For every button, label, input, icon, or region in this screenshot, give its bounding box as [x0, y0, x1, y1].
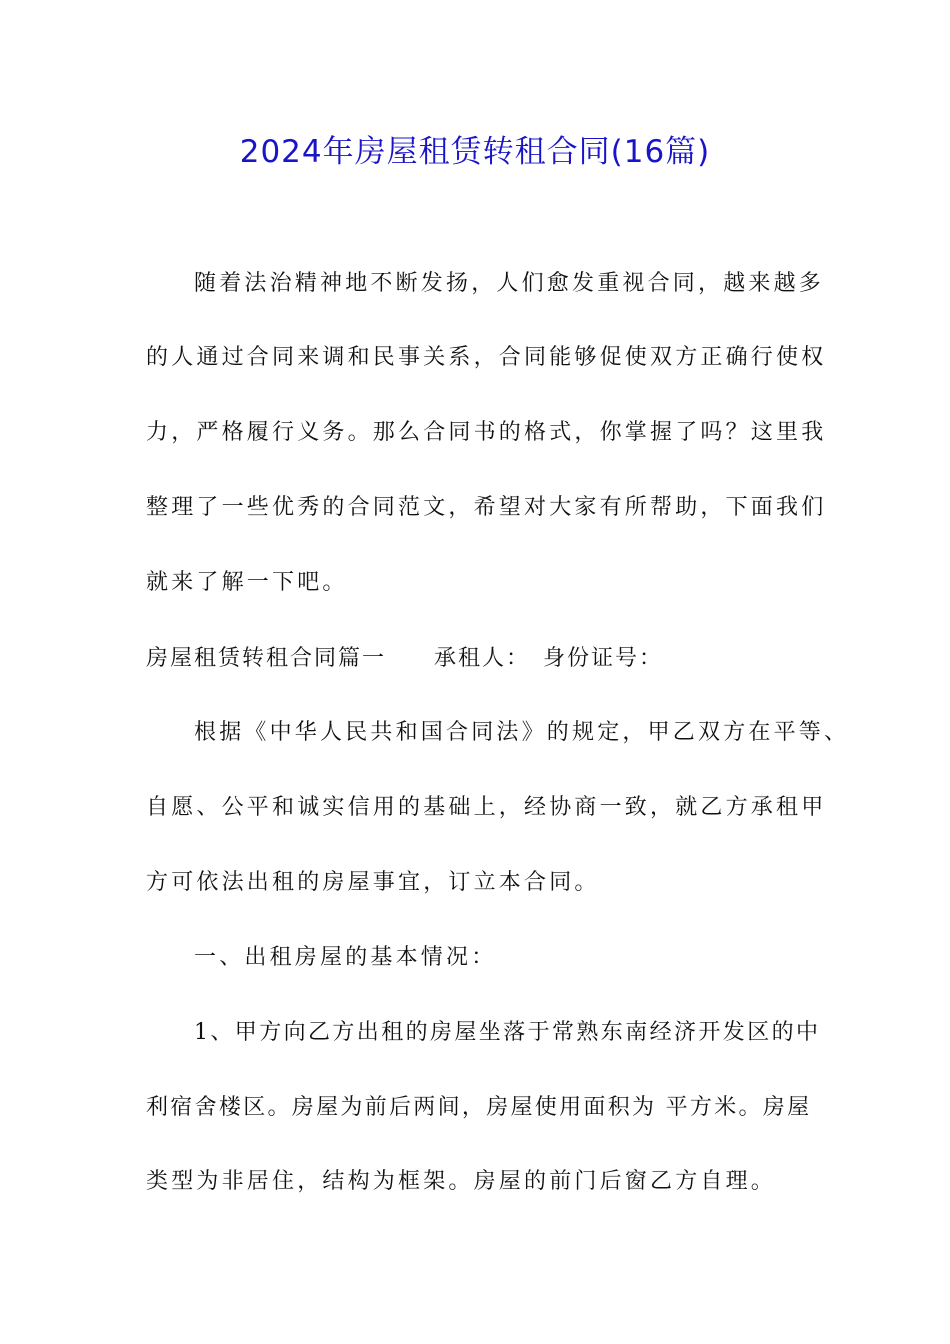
paragraph-line: 利宿舍楼区。房屋为前后两间，房屋使用面积为 平方米。房屋: [146, 1095, 812, 1120]
paragraph-line: 类型为非居住，结构为框架。房屋的前门后窗乙方自理。: [146, 1169, 777, 1194]
paragraph-line: 自愿、公平和诚实信用的基础上，经协商一致，就乙方承租甲: [146, 795, 827, 820]
paragraph-line: 力，严格履行义务。那么合同书的格式，你掌握了吗？这里我: [146, 420, 827, 445]
paragraph-line: 方可依法出租的房屋事宜，订立本合同。: [146, 870, 600, 895]
paragraph-line: 1、甲方向乙方出租的房屋坐落于常熟东南经济开发区的中: [194, 1020, 821, 1045]
paragraph-line: 的人通过合同来调和民事关系，合同能够促使双方正确行使权: [146, 345, 827, 370]
paragraph-line: 根据《中华人民共和国合同法》的规定，甲乙双方在平等、: [194, 720, 850, 745]
clause-heading: 一、出租房屋的基本情况：: [194, 945, 497, 970]
section-heading: 房屋租赁转租合同篇一 承租人： 身份证号：: [146, 646, 664, 671]
document-title: 2024年房屋租赁转租合同(16篇): [239, 134, 711, 170]
paragraph-line: 随着法治精神地不断发扬，人们愈发重视合同，越来越多: [194, 271, 825, 296]
paragraph-line: 就来了解一下吧。: [146, 570, 348, 595]
paragraph-line: 整理了一些优秀的合同范文，希望对大家有所帮助，下面我们: [146, 495, 827, 520]
